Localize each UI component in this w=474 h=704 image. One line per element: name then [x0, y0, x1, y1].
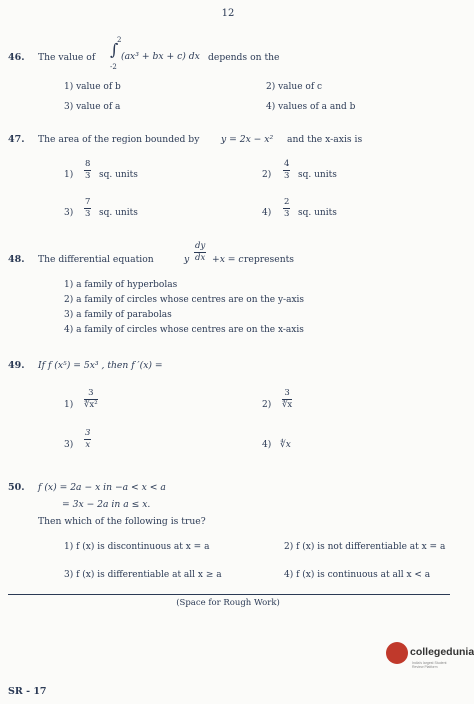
option-4: 4) a family of circles whose centres are on the x-axis	[64, 325, 304, 335]
question-stem-end: represents	[244, 254, 295, 265]
option-1-label: 1)	[64, 400, 74, 410]
equation-tail: +x = c	[212, 254, 244, 265]
question-stem-end: depends on the	[208, 52, 280, 63]
option-3: 3) f (x) is differentiable at all x ≥ a	[64, 570, 222, 580]
option-2-label: 2)	[262, 170, 272, 180]
question-stem: The area of the region bounded by	[38, 134, 200, 145]
option-3-fraction: $\frac{3}{x}$	[85, 428, 91, 450]
option-2: 2) value of c	[266, 82, 323, 92]
option-3-fraction: $\frac{7}{3}$	[85, 197, 91, 219]
option-1: 1) value of b	[64, 82, 121, 92]
option-3: 3) value of a	[64, 102, 121, 112]
piecewise-line-1: f (x) = 2a − x in −a < x < a	[38, 482, 166, 493]
question-number: 46.	[8, 52, 25, 63]
integral-lower: -2	[110, 63, 117, 71]
option-2: 2) f (x) is not differentiable at x = a	[284, 542, 446, 552]
question-number: 50.	[8, 482, 25, 493]
option-1-fraction: $\frac{8}{3}$	[85, 159, 91, 181]
integrand: (ax³ + bx + c) dx	[121, 51, 200, 62]
derivative-fraction: $\frac{dy}{dx}$	[195, 241, 206, 263]
question-stem: Then which of the following is true?	[38, 516, 206, 527]
question-stem: The value of	[38, 52, 96, 63]
option-3: 3) a family of parabolas	[64, 310, 172, 320]
divider-rule	[8, 594, 450, 595]
piecewise-line-2: = 3x − 2a in a ≤ x.	[62, 499, 151, 510]
question-number: 48.	[8, 254, 25, 265]
option-2-label: 2)	[262, 400, 272, 410]
option-3-label: 3)	[64, 208, 74, 218]
page-number: 12	[221, 8, 235, 19]
question-stem: If f (x⁵) = 5x³ , then f ′(x) =	[38, 360, 163, 371]
option-2-fraction: $\frac{3}{∜x}$	[282, 388, 293, 410]
rough-work-label: (Space for Rough Work)	[176, 598, 280, 608]
option-4-value: ∜x	[280, 440, 291, 450]
integral-upper: 2	[117, 36, 122, 44]
option-2: 2) a family of circles whose centres are on the y-axis	[64, 295, 305, 305]
logo-mascot-icon	[386, 642, 408, 664]
integral-sign: ∫	[110, 40, 119, 59]
equation-y: y	[184, 254, 190, 265]
option-1: 1) a family of hyperbolas	[64, 280, 178, 290]
question-stem-end: and the x-axis is	[287, 134, 363, 145]
option-2-fraction: $\frac{4}{3}$	[284, 159, 290, 181]
option-4: 4) f (x) is continuous at all x < a	[284, 570, 431, 580]
option-1-fraction: $\frac{3}{\text{∜x²}}$	[84, 388, 98, 410]
option-4-fraction: $\frac{2}{3}$	[284, 197, 290, 219]
logo-tagline: India's largest Student Review Platform	[412, 661, 447, 669]
question-number: 49.	[8, 360, 25, 371]
option-4-label: 4)	[262, 440, 272, 450]
option-2-unit: sq. units	[298, 170, 337, 180]
option-4-unit: sq. units	[298, 208, 337, 218]
option-1: 1) f (x) is discontinuous at x = a	[64, 542, 210, 552]
option-3-label: 3)	[64, 440, 74, 450]
question-expression: y = 2x − x²	[221, 134, 274, 145]
option-4-label: 4)	[262, 208, 272, 218]
question-stem: The differential equation	[38, 254, 154, 265]
option-3-unit: sq. units	[99, 208, 138, 218]
question-number: 47.	[8, 134, 25, 145]
footer-code: SR - 17	[8, 686, 47, 697]
logo-name: collegedunia	[410, 646, 474, 658]
option-1-label: 1)	[64, 170, 74, 180]
option-4: 4) values of a and b	[266, 102, 356, 112]
option-1-unit: sq. units	[99, 170, 138, 180]
